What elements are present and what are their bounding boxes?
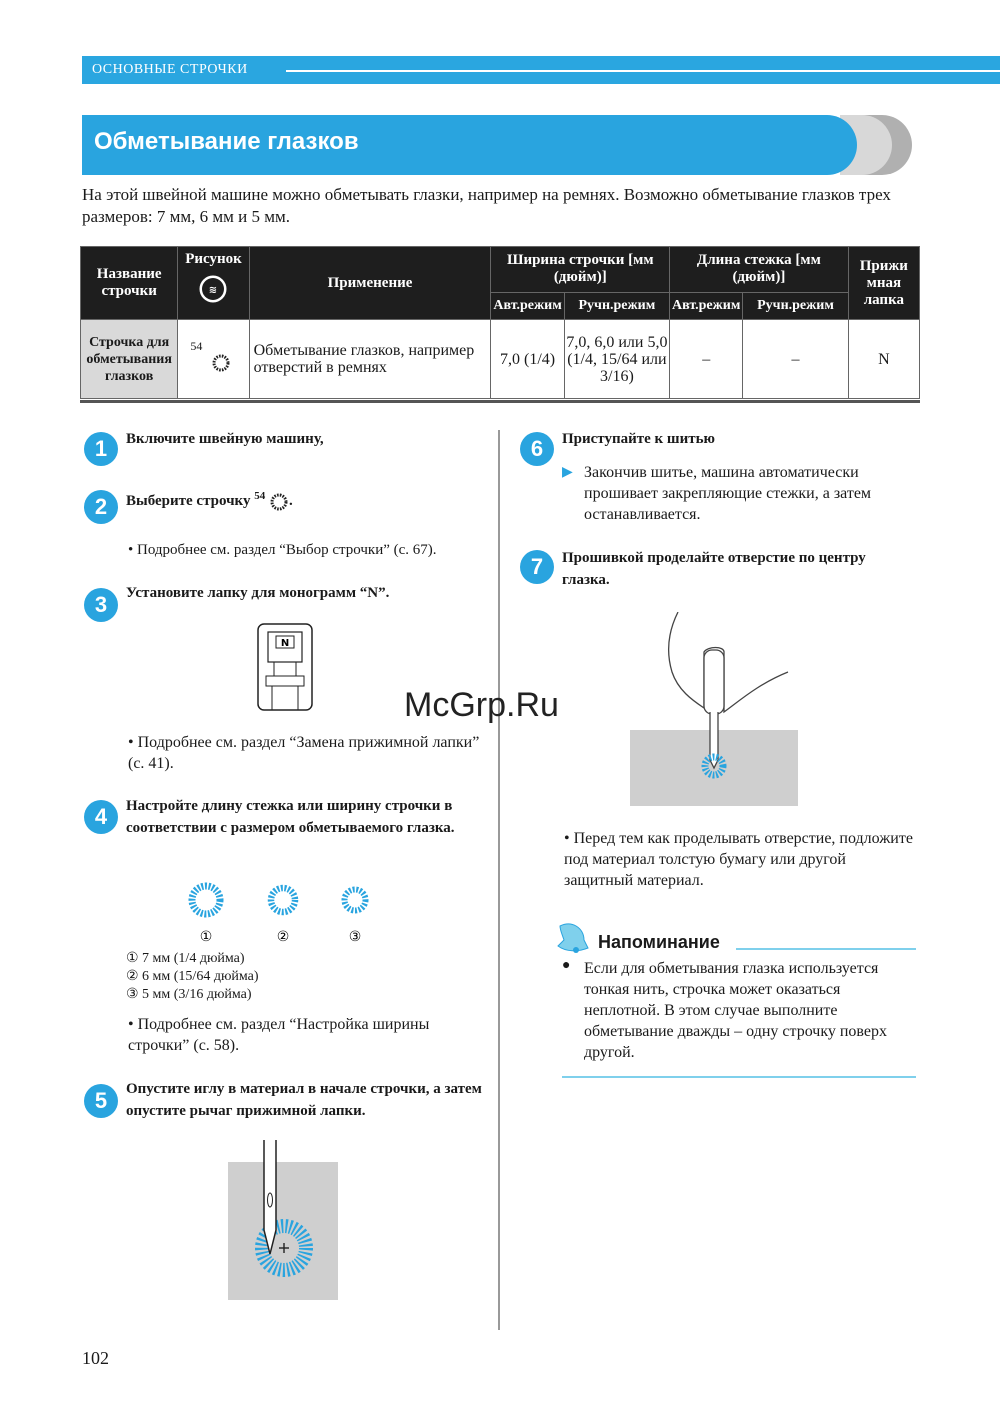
page-title: Обметывание глазков [94,128,359,155]
size-marker-2: ② [276,929,290,945]
foot-cell: N [848,320,919,399]
size-list [126,950,259,1004]
step-1-title: Включите швейную машину, [126,431,324,447]
step-4-title: Настройте длину стежка или ширину строчки в соответствии с размером обметываемого глазка. [126,798,455,836]
page-number: 102 [82,1348,109,1368]
step-6-title: Приступайте к шитью [562,431,716,447]
eyelet-stitch-icon [269,492,289,512]
size-marker-1: ① [199,929,213,945]
step-7-note: • Перед тем как проделывать отверстие, подложите под материал толстую бумагу или другой защитный материал. [564,830,913,889]
step-2-note: • Подробнее см. раздел “Выбор строчки” (с. 67). [128,542,437,558]
step-5-number: 5 [84,1084,118,1118]
size-marker-3: ③ [348,929,362,945]
memo-bullet-icon: ● [562,958,571,973]
length-manual-header: Ручн.режим [743,292,848,319]
size-item-1: ① 7 мм (1/4 дюйма) [126,951,245,966]
length-auto-header: Авт.режим [670,292,743,319]
step-2-title-text: Выберите строчку [126,493,251,509]
step-7-title: Прошивкой проделайте отверстие по центру глазка. [562,550,866,588]
col-picture-header [178,247,249,320]
watermark: McGrp.Ru [404,686,559,724]
step-7-note-text: Перед тем как проделывать отверстие, подложите под материал толстую бумагу или другой защитный материал. [564,830,913,889]
step-2-title [126,485,293,512]
column-divider [498,430,500,1330]
step-3-number: 3 [84,588,118,622]
eyelet-sizes-illustration [180,878,380,948]
presser-foot-illustration [250,620,320,716]
intro-text: На этой швейной машине можно обметывать глазки, например на ремнях. Возможно обметывание глазков трех размеров: 7 мм, 6 мм и 5 мм. [82,185,891,226]
col-name-header: Название строчки [81,247,178,320]
size-item-2: ② 6 мм (15/64 дюйма) [126,969,259,984]
needle-in-fabric-illustration [228,1140,340,1300]
application-cell: Обметывание глазков, например отверстий в ремнях [249,320,491,399]
col-picture-label: Рисунок [185,251,242,267]
result-arrow-icon: ▶ [562,465,573,480]
col-length-header: Длина стежка [мм (дюйм)] [670,247,849,293]
memo-title: Напоминание [598,932,720,952]
memo-title-rule [736,948,916,950]
section-header-label: ОСНОВНЫЕ СТРОЧКИ [92,62,248,77]
stitch-button-icon [198,274,228,304]
step-4-note-text: Подробнее см. раздел “Настройка ширины строчки” (с. 58). [128,1016,430,1054]
memo-text: Если для обметывания глазка используется тонкая нить, строчка может оказаться неплотной. В этом случае выполните обметывание дважды – одну строчку поверх другой. [584,960,887,1061]
stitch-number: 54 [190,339,203,353]
stitch-table [80,246,920,399]
step-3-note-text: Подробнее см. раздел “Замена прижимной лапки” (с. 41). [128,734,480,772]
width-manual-header: Ручн.режим [564,292,669,319]
width-manual-cell: 7,0, 6,0 или 5,0 (1/4, 15/64 или 3/16) [564,320,669,399]
stitch-picture-cell [178,320,249,399]
step-7-number: 7 [520,550,554,584]
section-header-rule [286,70,1000,72]
size-item-3: ③ 5 мм (3/16 дюйма) [126,987,252,1002]
col-foot-header: Прижи мная лапка [848,247,919,320]
table-row [81,320,920,399]
step-2-note-text: Подробнее см. раздел “Выбор строчки” (с. 67). [137,542,437,558]
width-auto-cell: 7,0 (1/4) [491,320,564,399]
step-2-title-end: . [289,493,293,509]
width-auto-header: Авт.режим [491,292,564,319]
length-auto-cell: – [670,320,743,399]
eyelet-stitch-icon [210,352,232,374]
step-2-stitch-number: 54 [254,490,266,502]
step-3-note: • Подробнее см. раздел “Замена прижимной лапки” (с. 41). [128,734,480,772]
step-2-number: 2 [84,490,118,524]
step-6-result: Закончив шитье, машина автоматически прошивает закрепляющие стежки, а затем останавливается. [584,464,872,523]
step-1-number: 1 [84,432,118,466]
step-4-note: • Подробнее см. раздел “Настройка ширины строчки” (с. 58). [128,1016,430,1054]
step-4-number: 4 [84,800,118,834]
col-application-header: Применение [249,247,491,320]
foot-letter: N [280,638,290,649]
seam-ripper-illustration [628,612,800,808]
col-width-header: Ширина строчки [мм (дюйм)] [491,247,670,293]
length-manual-cell: – [743,320,848,399]
bell-icon [554,922,594,956]
stitch-name-cell: Строчка для обметывания глазков [81,320,178,399]
svg-text:≋: ≋ [209,285,218,296]
memo-bottom-rule [562,1076,916,1078]
step-5-title: Опустите иглу в материал в начале строчки, а затем опустите рычаг прижимной лапки. [126,1081,482,1119]
table-bottom-rule [80,400,920,403]
step-6-number: 6 [520,432,554,466]
step-3-title: Установите лапку для монограмм “N”. [126,585,390,601]
